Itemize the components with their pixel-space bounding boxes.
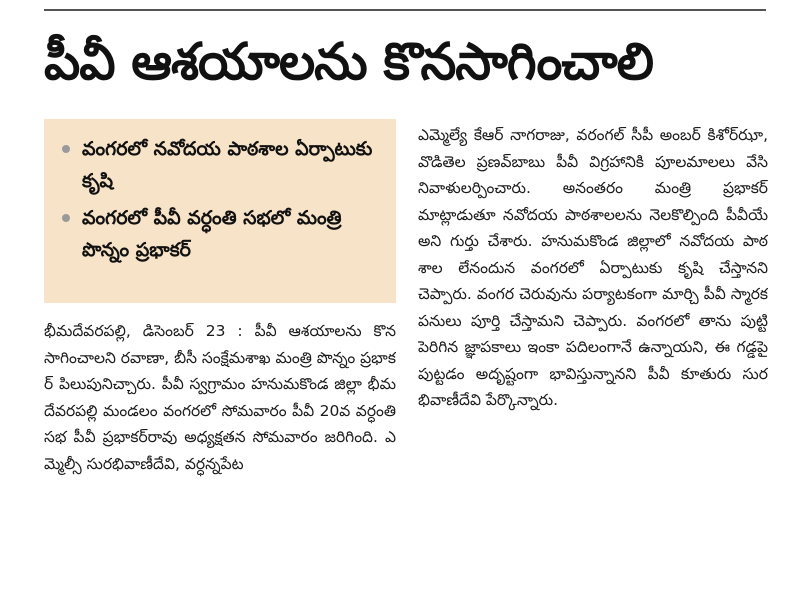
highlight-item: [60, 202, 386, 266]
article-body-right: ఎమ్మెల్యే కేఆర్ నాగరాజు, వరంగల్ సీపీ అంబర్ కిశోర్‌ఝా, వొడితెల ప్రణవ్‌బాబు పీవీ విగ్రహానికి పూలమాలలు వేసి నివాళులర్పించారు. అనంతరం మంత్రి ప్రభాకర్ మాట్లాడుతూ నవోదయ పాఠశాలలను నెలకొల్పింది పీవీయే అని గుర్తు చేశారు. హనుమకొండ జిల్లాలో నవోదయ పాఠశాల లేనందున వంగరలో ఏర్పాటుకు కృషి చేస్తానని చెప్పారు. వంగర చెరువును పర్యాటకంగా మార్చి పీవీ స్మారక పనులు పూర్తి చేస్తామని చెప్పారు. వంగరలో తాను పుట్టి పెరిగిన జ్ఞాపకాలు ఇంకా పదిలంగానే ఉన్నాయని, ఈ గడ్డపై పుట్టడం అదృష్టంగా భావిస్తున్నానని పీవీ కూతురు సురభివాణీదేవి పేర్కొన్నారు.: [418, 126, 768, 409]
bullet-icon: [62, 214, 70, 222]
article-body-left: భీమదేవరపల్లి, డిసెంబర్ 23 : పీవీ ఆశయాలను కొనసాగించాలని రవాణా, బీసీ సంక్షేమశాఖ మంత్రి పొన్నం ప్రభాకర్ పిలుపునిచ్చారు. పీవీ స్వగ్రామం హనుమకొండ జిల్లా భీమదేవరపల్లి మండలం వంగరలో సోమవారం పీవీ 20వ వర్ధంతి సభ పీవీ ప్రభాకర్‌రావు అధ్యక్షతన సోమవారం జరిగింది. ఎమ్మెల్సీ సురభివాణీదేవి, వర్ధన్నపేట: [44, 322, 396, 473]
top-rule: [44, 9, 766, 11]
bullet-icon: [62, 145, 70, 153]
headline: పీవీ ఆశయాలను కొనసాగించాలి: [44, 33, 654, 92]
highlight-text: వంగరలో పీవీ వర్ధంతి సభలో మంత్రి పొన్నం ప్రభాకర్: [82, 207, 342, 261]
highlight-item: [60, 133, 386, 197]
highlights-box: [44, 119, 396, 303]
highlight-text: వంగరలో నవోదయ పాఠశాల ఏర్పాటుకు కృషి: [82, 138, 373, 192]
